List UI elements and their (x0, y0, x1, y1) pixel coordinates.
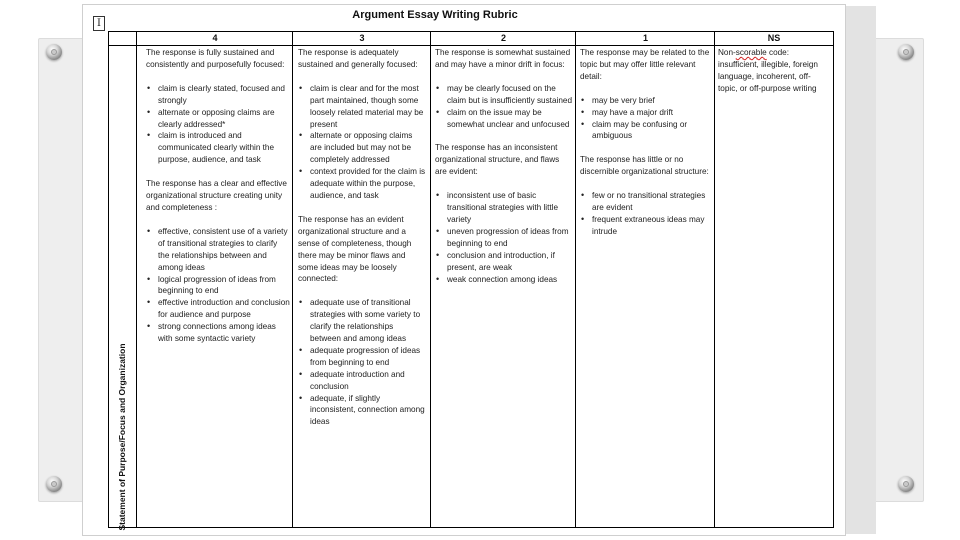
list-item: • may be clearly focused on the claim but is insufficiently sustained (447, 83, 572, 107)
list-item: • effective introduction and conclusion for audience and purpose (158, 297, 290, 321)
list-item: • alternate or opposing claims are clearly addressed* (158, 107, 290, 131)
score-3-cell (298, 47, 426, 440)
score-header-2: 2 (500, 33, 506, 43)
score-ns-text (718, 47, 828, 95)
list-item: • adequate use of transitional strategies with some variety to clarify the relationships between and among ideas (310, 297, 426, 345)
list-item: • claim is clear and for the most part maintained, though some loosely related material may be present (310, 83, 426, 131)
list-item: • strong connections among ideas with some syntactic variety (158, 321, 290, 345)
score-1-cell (580, 47, 710, 250)
list-item: • adequate, if slightly inconsistent, connection among ideas (310, 393, 426, 429)
score-2-organization-text: The response has an inconsistent organizational structure, and flaws are evident: (435, 143, 560, 177)
column-divider (292, 31, 293, 528)
list-item: • inconsistent use of basic transitional strategies with little variety (447, 190, 572, 226)
score-3-organization-list (298, 297, 426, 428)
score-4-focus-list (146, 83, 290, 166)
spellcheck-flagged-word: scorable (735, 48, 767, 57)
score-4-organization-text: The response has a clear and effective organizational structure creating unity and completeness : (146, 179, 287, 212)
score-1-organization-list (580, 190, 710, 238)
pushpin-icon (46, 44, 62, 60)
score-2-focus-text: The response is somewhat sustained and may have a minor drift in focus: (435, 48, 571, 69)
document-shadow (846, 6, 876, 534)
list-item: • claim may be confusing or ambiguous (592, 119, 710, 143)
list-item: • may have a major drift (592, 107, 710, 119)
list-item: • few or no transitional strategies are evident (592, 190, 710, 214)
score-2-organization-list (435, 190, 572, 285)
score-4-focus-text: The response is fully sustained and consistently and purposefully focused: (146, 48, 285, 69)
list-item: • uneven progression of ideas from beginning to end (447, 226, 572, 250)
list-item: • claim on the issue may be somewhat unclear and unfocused (447, 107, 572, 131)
list-item: • logical progression of ideas from beginning to end (158, 274, 290, 298)
list-item: • adequate progression of ideas from beginning to end (310, 345, 426, 369)
rubric-title: Argument Essay Writing Rubric (352, 9, 518, 21)
pushpin-icon (898, 476, 914, 492)
pushpin-icon (898, 44, 914, 60)
list-item: • may be very brief (592, 95, 710, 107)
column-divider (430, 31, 431, 528)
score-3-organization-text: The response has an evident organizational structure and a sense of completeness, though there may be minor flaws and some ideas may be loosely connected: (298, 214, 412, 284)
score-ns-cell (718, 47, 828, 107)
column-divider (575, 31, 576, 528)
score-1-organization-text: The response has little or no discernible organizational structure: (580, 155, 709, 177)
score-header-4: 4 (212, 33, 218, 43)
pushpin-icon (46, 476, 62, 492)
score-header-1: 1 (642, 33, 648, 43)
score-header-ns: NS (767, 33, 781, 43)
column-divider (714, 31, 715, 528)
list-item: • claim is introduced and communicated clearly within the purpose, audience, and task (158, 130, 290, 166)
list-item: • claim is clearly stated, focused and strongly (158, 83, 290, 107)
list-item: • frequent extraneous ideas may intrude (592, 214, 710, 238)
column-divider (136, 31, 137, 528)
list-item: • adequate introduction and conclusion (310, 369, 426, 393)
score-2-focus-list (435, 83, 572, 131)
list-item: • effective, consistent use of a variety of transitional strategies to clarify the relationships between and among ideas (158, 226, 290, 274)
score-ns-text-rest: code: insufficient, illegible, foreign language, incoherent, off-topic, or off-purpose writing (718, 48, 818, 93)
score-3-focus-list (298, 83, 426, 202)
score-header-row (108, 31, 834, 45)
row-label-text: Statement of Purpose/Focus and Organization (117, 343, 127, 531)
score-1-focus-text: The response may be related to the topic but may offer little relevant detail: (580, 48, 710, 81)
text-cursor-marker: I (93, 16, 105, 31)
list-item: • conclusion and introduction, if present, are weak (447, 250, 572, 274)
score-1-focus-list (580, 95, 710, 143)
score-4-organization-list (146, 226, 290, 345)
list-item: • alternate or opposing claims are included but may not be completely addressed (310, 130, 426, 166)
score-ns-text-start: Non- (718, 48, 736, 57)
score-2-cell (435, 47, 572, 297)
score-3-focus-text: The response is adequately sustained and generally focused: (298, 48, 418, 69)
score-4-cell (146, 47, 290, 357)
score-header-3: 3 (359, 33, 365, 43)
row-label-cell (108, 45, 136, 531)
list-item: • weak connection among ideas (447, 274, 572, 286)
list-item: • context provided for the claim is adequate within the purpose, audience, and task (310, 166, 426, 202)
